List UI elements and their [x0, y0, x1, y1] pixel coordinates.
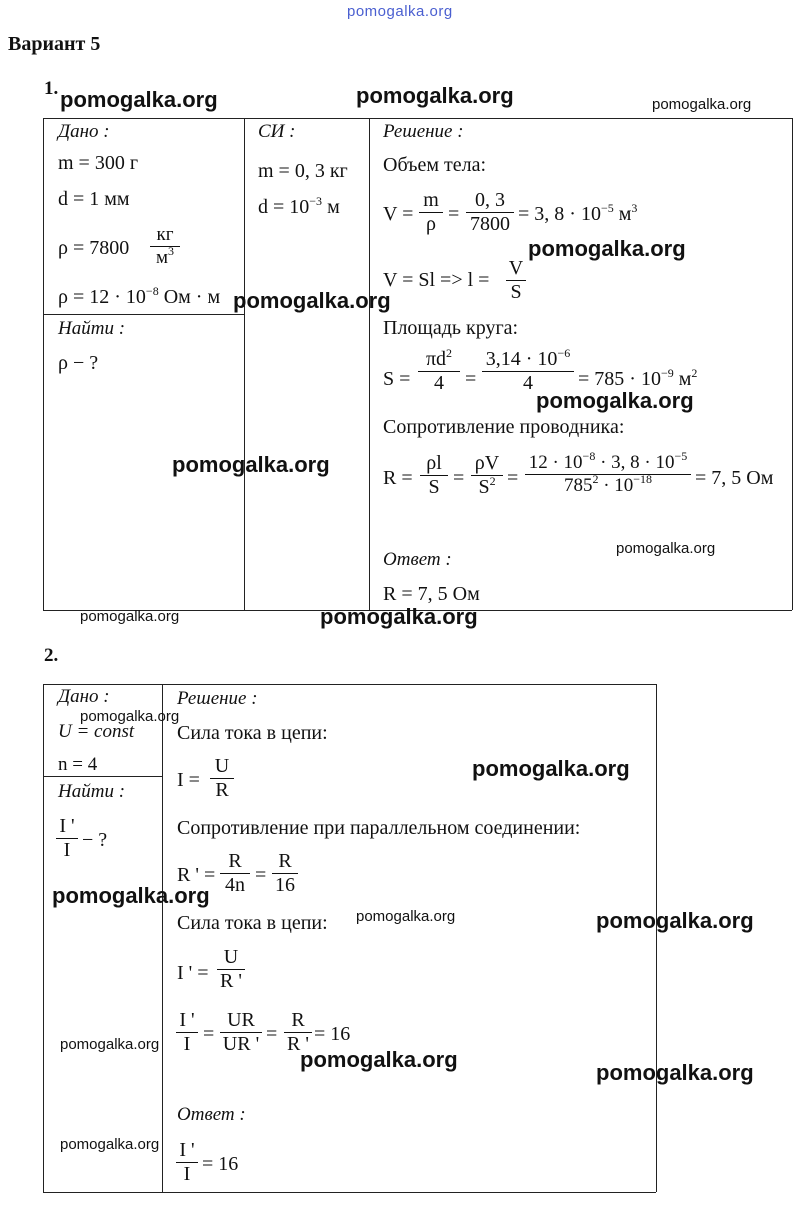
p2-given-voltage: U = const [58, 721, 135, 742]
watermark: pomogalka.org [320, 604, 478, 629]
p2-current-title: Сила тока в цепи: [177, 722, 328, 744]
watermark: pomogalka.org [80, 708, 180, 725]
watermark: pomogalka.org [652, 96, 752, 113]
p2-solution-label: Решение : [177, 688, 258, 709]
watermark: pomogalka.org [60, 1036, 160, 1053]
p1-find: ρ − ? [58, 352, 99, 374]
watermark: pomogalka.org [356, 83, 514, 108]
p1-resistance-title: Сопротивление проводника: [383, 416, 625, 438]
p1-given-label: Дано : [58, 121, 110, 142]
p1-solution-label: Решение : [383, 121, 464, 142]
watermark: pomogalka.org [60, 87, 218, 112]
watermark: pomogalka.org [60, 1136, 160, 1153]
p1-find-label: Найти : [58, 318, 126, 339]
watermark: pomogalka.org [52, 883, 210, 908]
p2-current-title2: Сила тока в цепи: [177, 912, 328, 934]
p2-parallel-title: Сопротивление при параллельном соединении: [177, 817, 581, 839]
site-header[interactable]: pomogalka.org [347, 3, 453, 20]
watermark: pomogalka.org [80, 608, 180, 625]
watermark: pomogalka.org [472, 756, 630, 781]
watermark: pomogalka.org [616, 540, 716, 557]
watermark: pomogalka.org [233, 288, 391, 313]
p1-density-unit: кг $м^3$ [150, 224, 180, 269]
p1-si-label: СИ : [258, 121, 296, 142]
watermark: pomogalka.org [356, 908, 456, 925]
p1-given-density: ρ = 7800 [58, 237, 130, 259]
p1-answer: R = 7, 5 Ом [383, 583, 480, 605]
p1-given-diameter: d = 1 мм [58, 188, 130, 210]
p2-answer-label: Ответ : [177, 1104, 246, 1125]
variant-title: Вариант 5 [8, 33, 101, 55]
p1-answer-label: Ответ : [383, 549, 452, 570]
watermark: pomogalka.org [596, 908, 754, 933]
p1-area-title: Площадь круга: [383, 317, 519, 339]
p2-given-label: Дано : [58, 686, 110, 707]
problem1-number: 1. [44, 78, 59, 99]
p1-given-resistivity: $\rho = 12 \cdot 10^{-8}$ Ом · м [58, 284, 221, 308]
watermark: pomogalka.org [300, 1047, 458, 1072]
p1-si-mass: m = 0, 3 кг [258, 160, 348, 182]
p2-find-label: Найти : [58, 781, 126, 802]
p1-given-mass: m = 300 г [58, 152, 139, 174]
p1-si-diameter: $d = 10^{-3}$ м [258, 194, 340, 218]
problem2-number: 2. [44, 645, 59, 666]
watermark: pomogalka.org [172, 452, 330, 477]
watermark: pomogalka.org [536, 388, 694, 413]
watermark: pomogalka.org [596, 1060, 754, 1085]
watermark: pomogalka.org [528, 236, 686, 261]
p2-given-n: n = 4 [58, 754, 98, 775]
p1-volume-title: Объем тела: [383, 154, 487, 176]
